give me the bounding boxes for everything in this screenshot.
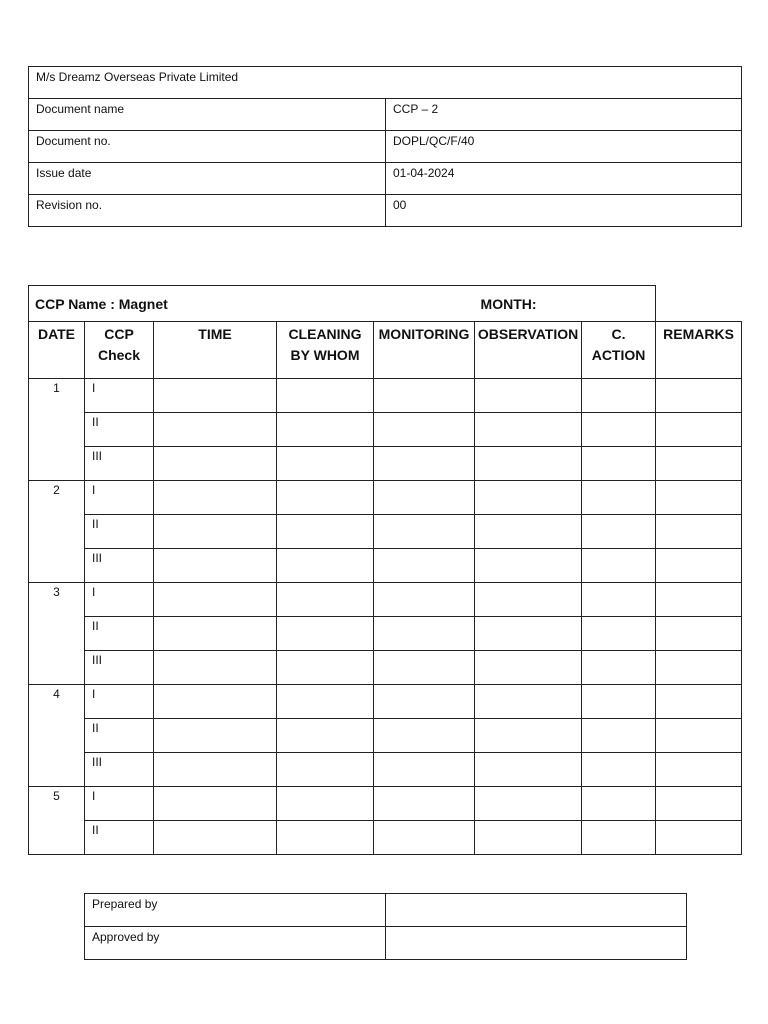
remarks-cell[interactable] — [656, 651, 742, 685]
header-date: DATE — [29, 322, 85, 379]
info-label: Document name — [29, 99, 386, 131]
time-cell[interactable] — [154, 753, 277, 787]
remarks-cell[interactable] — [656, 515, 742, 549]
info-label: Document no. — [29, 131, 386, 163]
c-action-cell[interactable] — [582, 719, 656, 753]
ccp-check-cell: II — [85, 515, 154, 549]
time-cell[interactable] — [154, 617, 277, 651]
month-label: MONTH: — [475, 286, 656, 322]
cleaning-cell[interactable] — [277, 413, 374, 447]
time-cell[interactable] — [154, 685, 277, 719]
info-value: CCP – 2 — [386, 99, 742, 131]
log-header-row — [29, 322, 742, 379]
remarks-cell[interactable] — [656, 413, 742, 447]
table-row — [29, 379, 742, 413]
remarks-cell[interactable] — [656, 583, 742, 617]
table-row — [29, 515, 742, 549]
date-cell: 2 — [29, 481, 85, 583]
time-cell[interactable] — [154, 821, 277, 855]
ccp-check-cell: III — [85, 753, 154, 787]
monitoring-cell[interactable] — [374, 753, 475, 787]
cleaning-cell[interactable] — [277, 787, 374, 821]
info-value: DOPL/QC/F/40 — [386, 131, 742, 163]
observation-cell[interactable] — [475, 413, 582, 447]
header-monitoring: MONITORING — [374, 322, 475, 379]
cleaning-cell[interactable] — [277, 379, 374, 413]
cleaning-cell[interactable] — [277, 651, 374, 685]
table-row — [29, 549, 742, 583]
ccp-log-table — [28, 285, 742, 855]
company-name: M/s Dreamz Overseas Private Limited — [29, 67, 742, 99]
prepared-by-field[interactable] — [386, 894, 687, 927]
observation-cell[interactable] — [475, 685, 582, 719]
table-row — [29, 617, 742, 651]
c-action-cell[interactable] — [582, 583, 656, 617]
time-cell[interactable] — [154, 583, 277, 617]
signoff-table — [84, 893, 687, 960]
table-row — [29, 447, 742, 481]
table-row — [29, 685, 742, 719]
header-ccp-check: CCP Check — [85, 322, 154, 379]
c-action-cell[interactable] — [582, 413, 656, 447]
c-action-cell[interactable] — [582, 481, 656, 515]
cleaning-cell[interactable] — [277, 481, 374, 515]
ccp-check-cell: III — [85, 447, 154, 481]
remarks-cell[interactable] — [656, 379, 742, 413]
prepared-by-label: Prepared by — [85, 894, 386, 927]
info-row — [29, 131, 742, 163]
time-cell[interactable] — [154, 413, 277, 447]
ccp-check-cell: III — [85, 549, 154, 583]
monitoring-cell[interactable] — [374, 685, 475, 719]
observation-cell[interactable] — [475, 821, 582, 855]
ccp-check-cell: I — [85, 481, 154, 515]
ccp-check-cell: II — [85, 617, 154, 651]
ccp-name: CCP Name : Magnet — [29, 286, 475, 322]
observation-cell[interactable] — [475, 753, 582, 787]
table-row — [29, 753, 742, 787]
document-info-table — [28, 66, 742, 227]
observation-cell[interactable] — [475, 583, 582, 617]
observation-cell[interactable] — [475, 787, 582, 821]
table-row — [29, 719, 742, 753]
monitoring-cell[interactable] — [374, 617, 475, 651]
c-action-cell[interactable] — [582, 753, 656, 787]
time-cell[interactable] — [154, 549, 277, 583]
c-action-cell[interactable] — [582, 821, 656, 855]
monitoring-cell[interactable] — [374, 651, 475, 685]
header-time: TIME — [154, 322, 277, 379]
c-action-cell[interactable] — [582, 549, 656, 583]
ccp-check-cell: I — [85, 379, 154, 413]
c-action-cell[interactable] — [582, 617, 656, 651]
monitoring-cell[interactable] — [374, 549, 475, 583]
monitoring-cell[interactable] — [374, 515, 475, 549]
ccp-check-cell: II — [85, 719, 154, 753]
observation-cell[interactable] — [475, 719, 582, 753]
date-cell: 3 — [29, 583, 85, 685]
cleaning-cell[interactable] — [277, 719, 374, 753]
table-row — [29, 651, 742, 685]
signoff-row — [85, 894, 687, 927]
table-row — [29, 821, 742, 855]
cleaning-cell[interactable] — [277, 685, 374, 719]
cleaning-cell[interactable] — [277, 753, 374, 787]
header-cleaning: CLEANING BY WHOM — [277, 322, 374, 379]
time-cell[interactable] — [154, 447, 277, 481]
time-cell[interactable] — [154, 379, 277, 413]
observation-cell[interactable] — [475, 481, 582, 515]
observation-cell[interactable] — [475, 447, 582, 481]
time-cell[interactable] — [154, 719, 277, 753]
remarks-cell[interactable] — [656, 821, 742, 855]
approved-by-field[interactable] — [386, 927, 687, 960]
time-cell[interactable] — [154, 515, 277, 549]
monitoring-cell[interactable] — [374, 719, 475, 753]
time-cell[interactable] — [154, 481, 277, 515]
ccp-check-cell: I — [85, 583, 154, 617]
info-value: 01-04-2024 — [386, 163, 742, 195]
info-row — [29, 195, 742, 227]
c-action-cell[interactable] — [582, 379, 656, 413]
observation-cell[interactable] — [475, 549, 582, 583]
observation-cell[interactable] — [475, 379, 582, 413]
remarks-cell[interactable] — [656, 617, 742, 651]
monitoring-cell[interactable] — [374, 447, 475, 481]
header-observation: OBSERVATION — [475, 322, 582, 379]
c-action-cell[interactable] — [582, 447, 656, 481]
log-title-row — [29, 286, 742, 322]
signoff-row — [85, 927, 687, 960]
table-row — [29, 787, 742, 821]
monitoring-cell[interactable] — [374, 821, 475, 855]
header-remarks: REMARKS — [656, 322, 742, 379]
monitoring-cell[interactable] — [374, 583, 475, 617]
log-body — [29, 379, 742, 855]
approved-by-label: Approved by — [85, 927, 386, 960]
cleaning-cell[interactable] — [277, 821, 374, 855]
observation-cell[interactable] — [475, 651, 582, 685]
c-action-cell[interactable] — [582, 787, 656, 821]
info-label: Revision no. — [29, 195, 386, 227]
monitoring-cell[interactable] — [374, 481, 475, 515]
info-row — [29, 163, 742, 195]
time-cell[interactable] — [154, 651, 277, 685]
remarks-cell[interactable] — [656, 447, 742, 481]
ccp-check-cell: I — [85, 787, 154, 821]
table-row — [29, 413, 742, 447]
observation-cell[interactable] — [475, 617, 582, 651]
ccp-check-cell: I — [85, 685, 154, 719]
time-cell[interactable] — [154, 787, 277, 821]
monitoring-cell[interactable] — [374, 787, 475, 821]
ccp-check-cell: II — [85, 821, 154, 855]
cleaning-cell[interactable] — [277, 515, 374, 549]
cleaning-cell[interactable] — [277, 617, 374, 651]
c-action-cell[interactable] — [582, 515, 656, 549]
remarks-cell[interactable] — [656, 753, 742, 787]
monitoring-cell[interactable] — [374, 379, 475, 413]
cleaning-cell[interactable] — [277, 583, 374, 617]
ccp-check-cell: II — [85, 413, 154, 447]
date-cell: 4 — [29, 685, 85, 787]
title-blank — [656, 286, 742, 322]
date-cell: 1 — [29, 379, 85, 481]
remarks-cell[interactable] — [656, 549, 742, 583]
observation-cell[interactable] — [475, 515, 582, 549]
info-label: Issue date — [29, 163, 386, 195]
c-action-cell[interactable] — [582, 651, 656, 685]
remarks-cell[interactable] — [656, 787, 742, 821]
remarks-cell[interactable] — [656, 685, 742, 719]
remarks-cell[interactable] — [656, 719, 742, 753]
date-cell: 5 — [29, 787, 85, 855]
info-row — [29, 99, 742, 131]
cleaning-cell[interactable] — [277, 447, 374, 481]
remarks-cell[interactable] — [656, 481, 742, 515]
table-row — [29, 481, 742, 515]
table-row — [29, 583, 742, 617]
info-value: 00 — [386, 195, 742, 227]
cleaning-cell[interactable] — [277, 549, 374, 583]
header-c-action: C. ACTION — [582, 322, 656, 379]
monitoring-cell[interactable] — [374, 413, 475, 447]
c-action-cell[interactable] — [582, 685, 656, 719]
ccp-check-cell: III — [85, 651, 154, 685]
